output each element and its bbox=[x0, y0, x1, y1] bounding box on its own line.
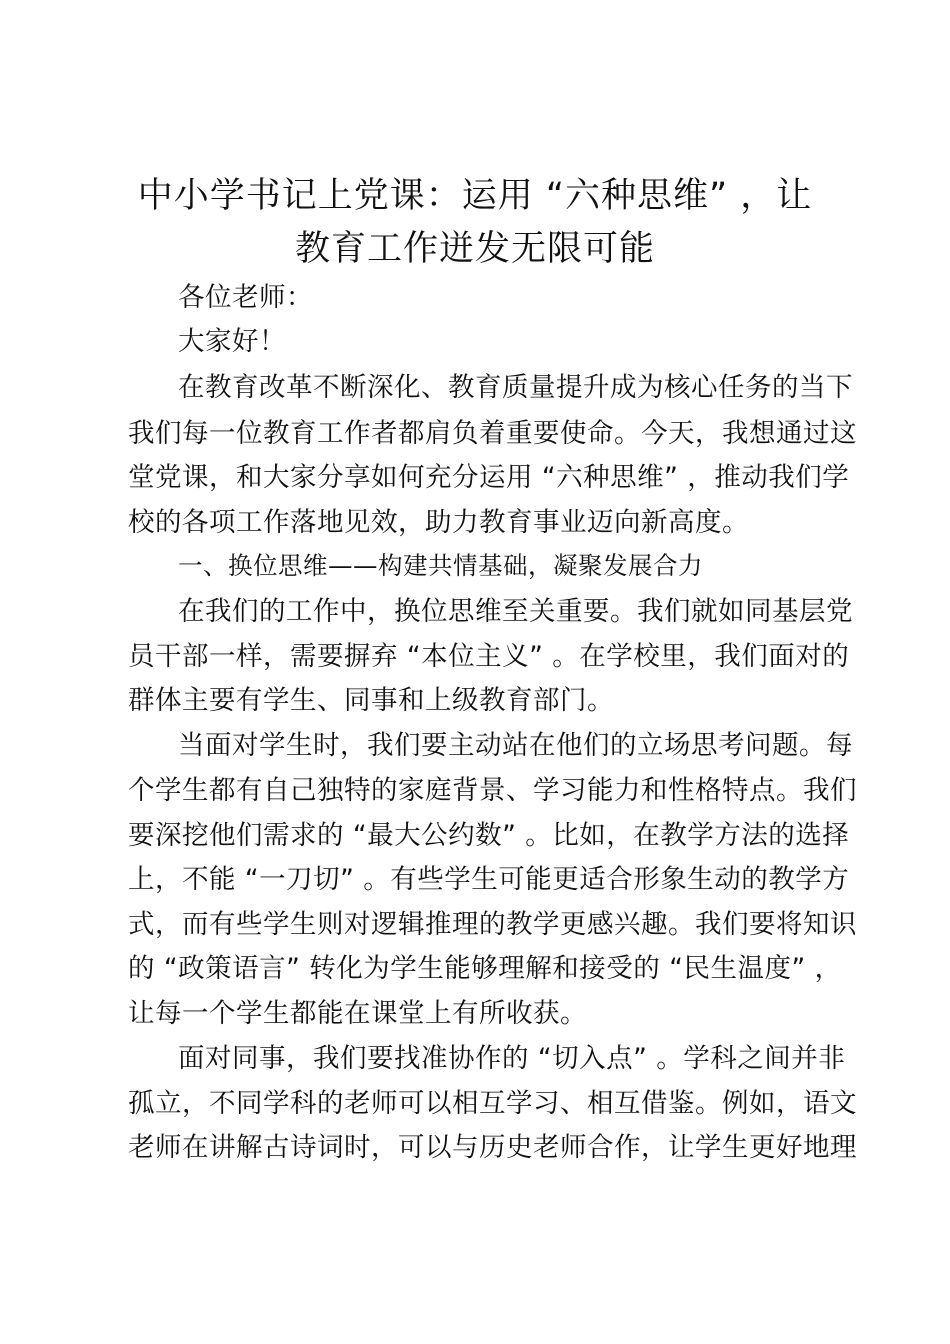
paragraph-line: 让每一个学生都能在课堂上有所收获。 bbox=[128, 998, 587, 1029]
paragraph-line: 员干部一样，需要摒弃 “本位主义” 。在学校里，我们面对的 bbox=[128, 641, 850, 672]
paragraph-line: 式，而有些学生则对逻辑推理的教学更感兴趣。我们要将知识 bbox=[128, 909, 857, 940]
paragraph-line: 堂党课，和大家分享如何充分运用 “六种思维” ，推动我们学 bbox=[128, 462, 850, 493]
paragraph-line: 上，不能 “一刀切” 。有些学生可能更适合形象生动的教学方 bbox=[128, 864, 850, 895]
paragraph-line: 当面对学生时，我们要主动站在他们的立场思考问题。每 bbox=[178, 730, 853, 761]
paragraph-line: 的 “政策语言” 转化为学生能够理解和接受的 “民生温度” ， bbox=[128, 953, 842, 984]
salutation: 各位老师： bbox=[178, 282, 313, 313]
paragraph-line: 校的各项工作落地见效，助力教育事业迈向新高度。 bbox=[128, 507, 749, 538]
section-heading: 一、换位思维——构建共情基础，凝聚发展合力 bbox=[178, 551, 703, 580]
greeting: 大家好！ bbox=[178, 326, 286, 357]
paragraph-line: 我们每一位教育工作者都肩负着重要使命。今天，我想通过这 bbox=[128, 418, 857, 449]
paragraph-line: 老师在讲解古诗词时，可以与历史老师合作，让学生更好地理 bbox=[128, 1132, 857, 1163]
paragraph-line: 面对同事，我们要找准协作的 “切入点” 。学科之间并非 bbox=[178, 1043, 846, 1074]
paragraph-line: 个学生都有自己独特的家庭背景、学习能力和性格特点。我们 bbox=[128, 775, 857, 806]
paragraph-line: 要深挖他们需求的 “最大公约数” 。比如，在教学方法的选择 bbox=[128, 820, 850, 851]
title-line-2: 教育工作迸发无限可能 bbox=[294, 229, 655, 269]
title-line-1: 中小学书记上党课：运用 “六种思维” ，让 bbox=[137, 176, 813, 216]
paragraph-line: 在教育改革不断深化、教育质量提升成为核心任务的当下 bbox=[178, 372, 853, 403]
paragraph-line: 群体主要有学生、同事和上级教育部门。 bbox=[128, 685, 614, 716]
paragraph-line: 在我们的工作中，换位思维至关重要。我们就如同基层党 bbox=[178, 596, 853, 627]
paragraph-line: 孤立，不同学科的老师可以相互学习、相互借鉴。例如，语文 bbox=[128, 1088, 857, 1119]
document-title bbox=[110, 170, 840, 276]
